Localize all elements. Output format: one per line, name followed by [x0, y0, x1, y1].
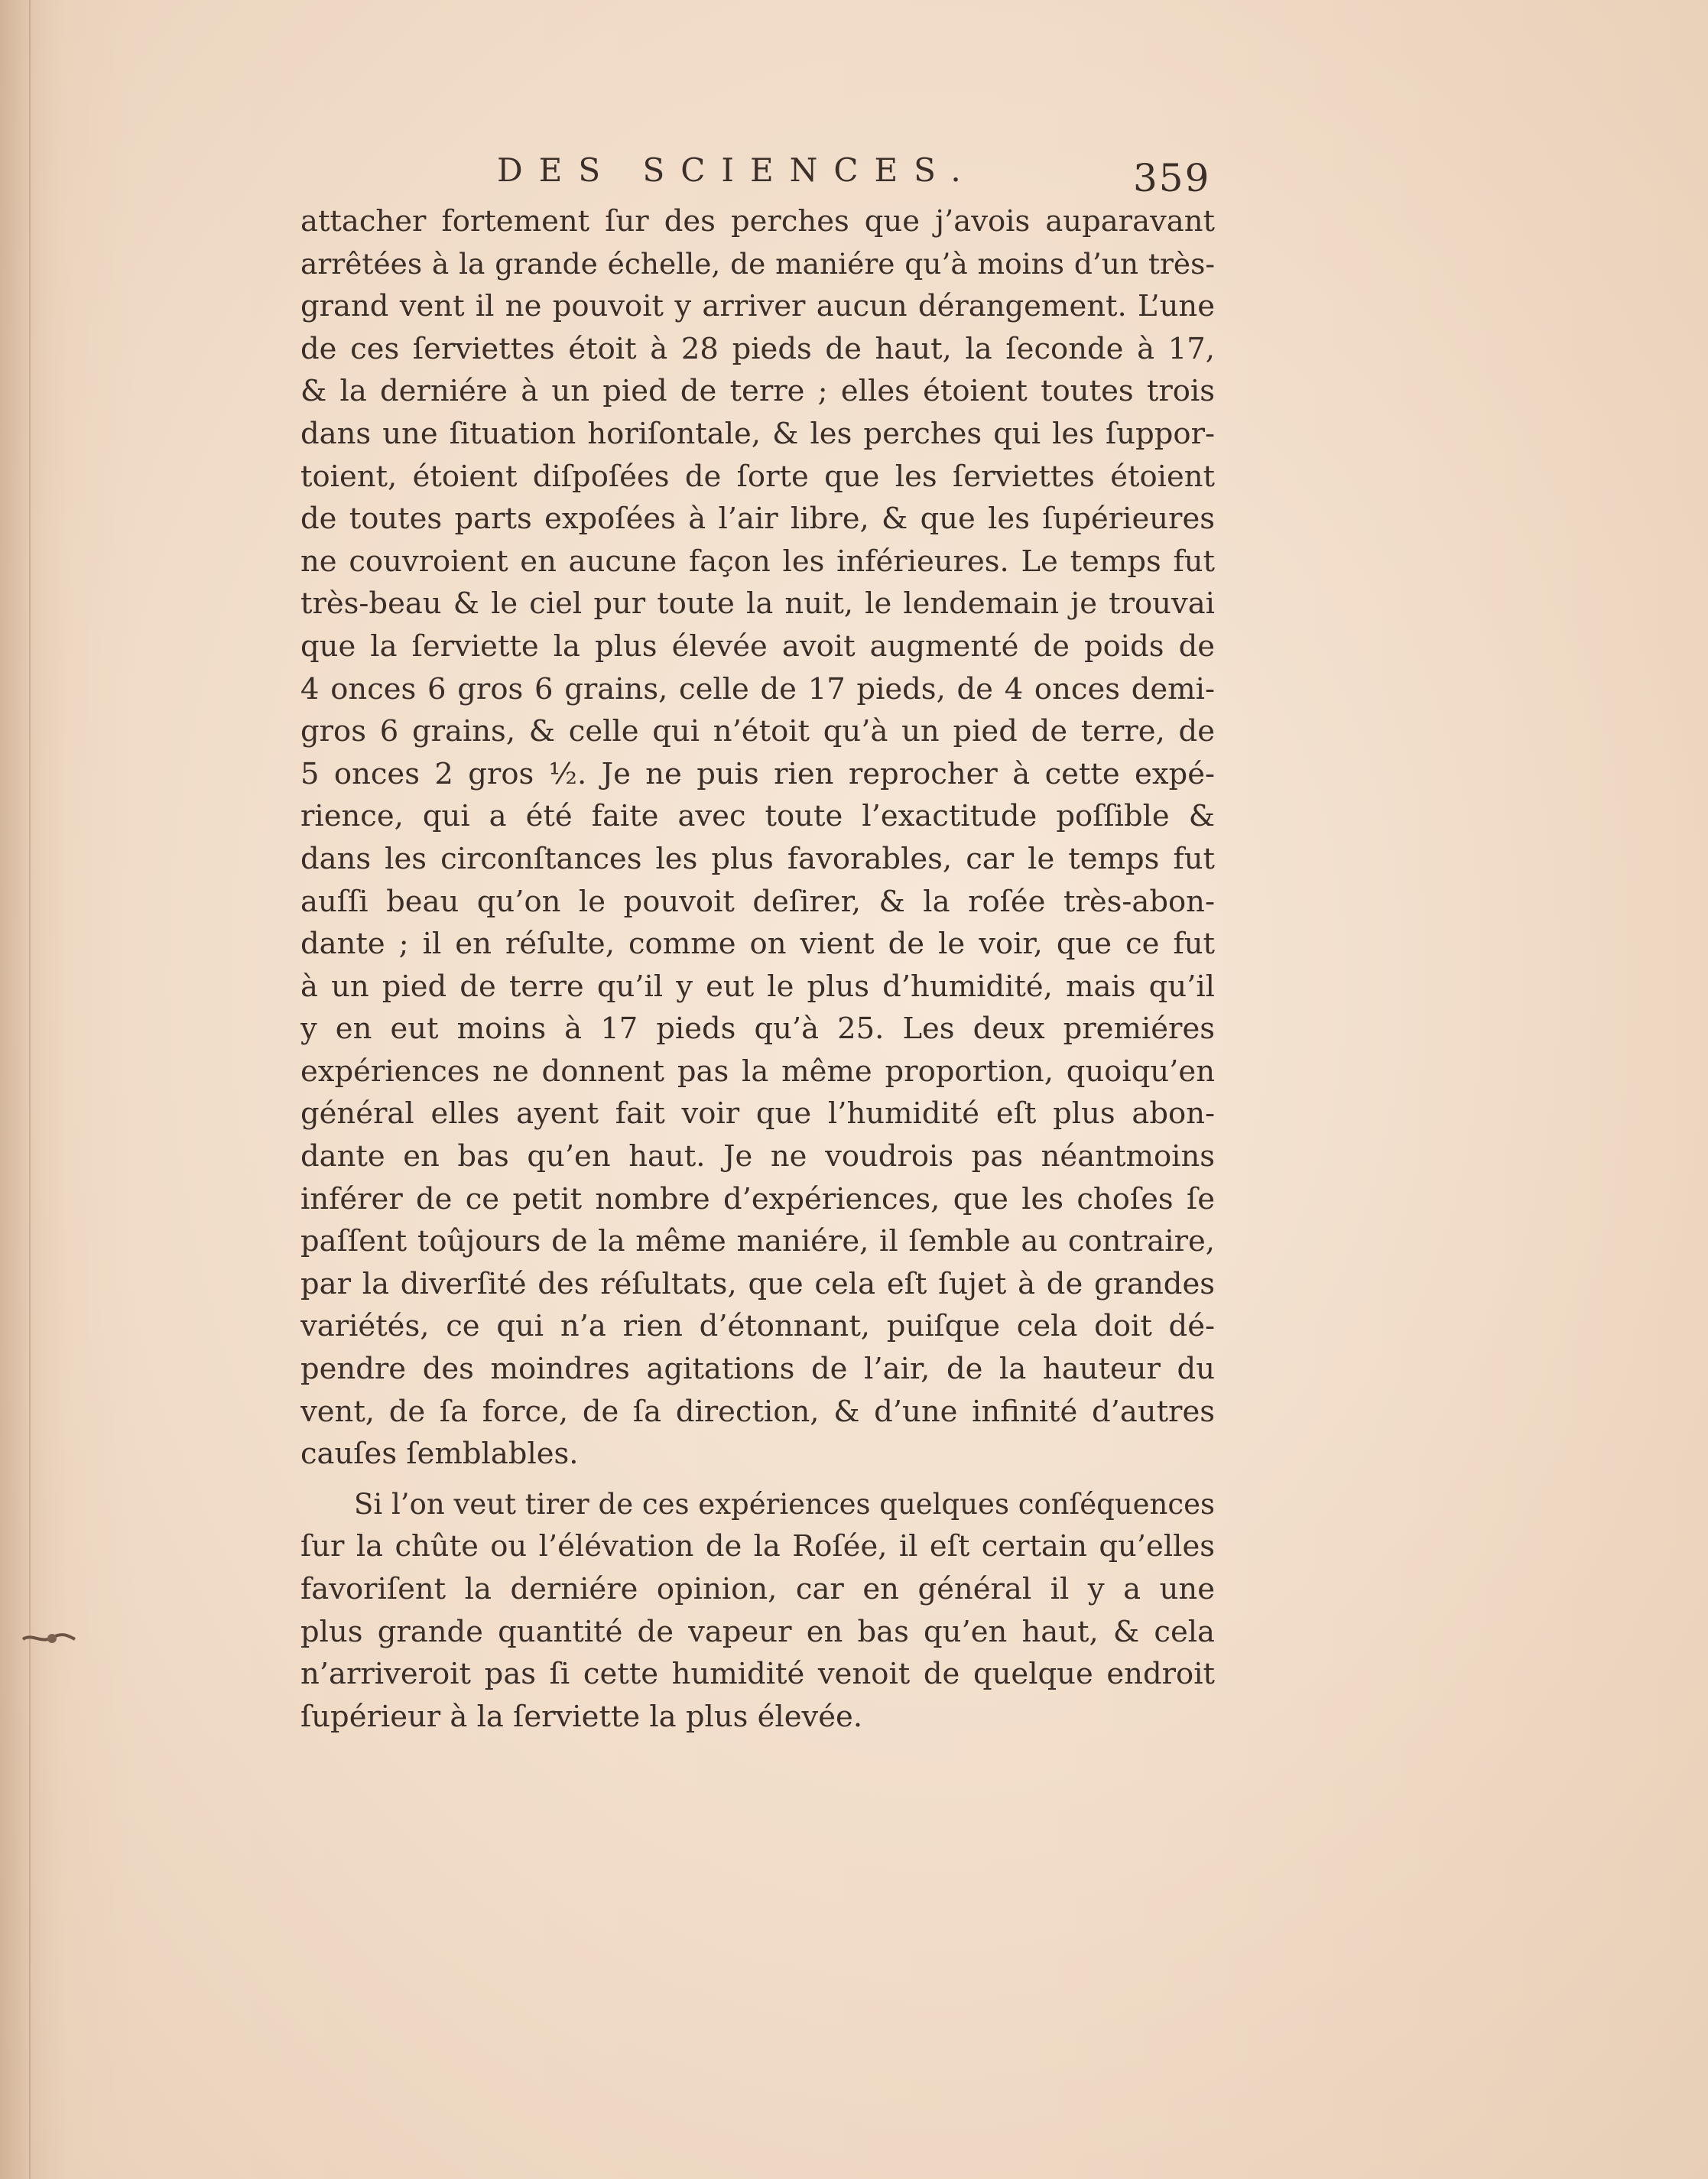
text-line: 4 onces 6 gros 6 grains, celle de 17 pieds, de 4 onces demi-	[300, 671, 1215, 706]
text-line: très-beau & le ciel pur toute la nuit, le lendemain je trouvai	[300, 586, 1215, 622]
text-line: gros 6 grains, & celle qui n’étoit qu’à un pied de terre, de	[300, 714, 1215, 749]
page-number: 359	[1133, 156, 1211, 200]
text-line: rience, qui a été faite avec toute l’exactitude poſſible &	[300, 799, 1215, 834]
paragraph	[300, 200, 1215, 1476]
text-line: paſſent toûjours de la même maniére, il ſemble au contraire,	[300, 1224, 1215, 1259]
fold-line	[29, 0, 31, 2179]
text-line: expériences ne donnent pas la même proportion, quoiqu’en	[300, 1054, 1215, 1089]
text-line: que la ſerviette la plus élevée avoit augmenté de poids de	[300, 628, 1215, 664]
text-line: Si l’on veut tirer de ces expériences quelques conſéquences	[354, 1487, 1215, 1521]
text-line: variétés, ce qui n’a rien d’étonnant, puiſque cela doit dé-	[300, 1309, 1215, 1344]
gutter-shadow	[0, 0, 69, 2179]
text-line: dante en bas qu’en haut. Je ne voudrois pas néantmoins	[300, 1139, 1215, 1174]
text-line: plus grande quantité de vapeur en bas qu’en haut, & cela	[300, 1614, 1215, 1649]
running-head: DES SCIENCES.	[497, 151, 977, 189]
text-line: & la derniére à un pied de terre ; elles étoient toutes trois	[300, 374, 1215, 409]
text-line: ſupérieur à la ſerviette la plus élevée.	[300, 1699, 863, 1734]
text-line: à un pied de terre qu’il y eut le plus d’humidité, mais qu’il	[300, 969, 1215, 1004]
text-line: ne couvroient en aucune façon les inférieures. Le temps fut	[300, 544, 1215, 579]
text-line: arrêtées à la grande échelle, de maniére qu’à moins d’un très-	[300, 246, 1215, 281]
text-line: pendre des moindres agitations de l’air, de la hauteur du	[300, 1352, 1215, 1387]
body-text	[300, 200, 1215, 1738]
paragraph	[300, 1483, 1215, 1739]
text-line: toient, étoient diſpoſées de ſorte que les ſerviettes étoient	[300, 459, 1215, 494]
text-line: dans les circonſtances les plus favorables, car le temps fut	[300, 841, 1215, 876]
text-line: inférer de ce petit nombre d’expériences, que les choſes ſe	[300, 1181, 1215, 1216]
text-line: général elles ayent fait voir que l’humidité eſt plus abon-	[300, 1096, 1215, 1132]
text-line: attacher fortement ſur des perches que j’avois auparavant	[300, 204, 1215, 239]
text-line: 5 onces 2 gros ½. Je ne puis rien reprocher à cette expé-	[300, 756, 1215, 791]
text-line: de ces ſerviettes étoit à 28 pieds de haut, la ſeconde à 17,	[300, 331, 1215, 366]
text-line: favoriſent la derniére opinion, car en général il y a une	[300, 1572, 1215, 1606]
text-line: auſſi beau qu’on le pouvoit deſirer, & la roſée très-abon-	[300, 884, 1215, 919]
text-line: grand vent il ne pouvoit y arriver aucun dérangement. L’une	[300, 289, 1215, 324]
text-line: y en eut moins à 17 pieds qu’à 25. Les deux premiéres	[300, 1012, 1215, 1047]
binding-thread-icon	[21, 1629, 76, 1648]
text-line: dante ; il en réſulte, comme on vient de le voir, que ce fut	[300, 927, 1215, 962]
text-line: de toutes parts expoſées à l’air libre, & que les ſupérieures	[300, 502, 1215, 537]
text-line: par la diverſité des réſultats, que cela eſt ſujet à de grandes	[300, 1266, 1215, 1301]
text-line: dans une ſituation horiſontale, & les perches qui les ſuppor-	[300, 416, 1215, 451]
text-line: cauſes ſemblables.	[300, 1437, 579, 1472]
text-line: n’arriveroit pas ſi cette humidité venoit de quelque endroit	[300, 1657, 1215, 1692]
text-line: vent, de ſa force, de ſa direction, & d’une infinité d’autres	[300, 1394, 1215, 1429]
text-line: ſur la chûte ou l’élévation de la Roſée, il eſt certain qu’elles	[300, 1529, 1215, 1564]
